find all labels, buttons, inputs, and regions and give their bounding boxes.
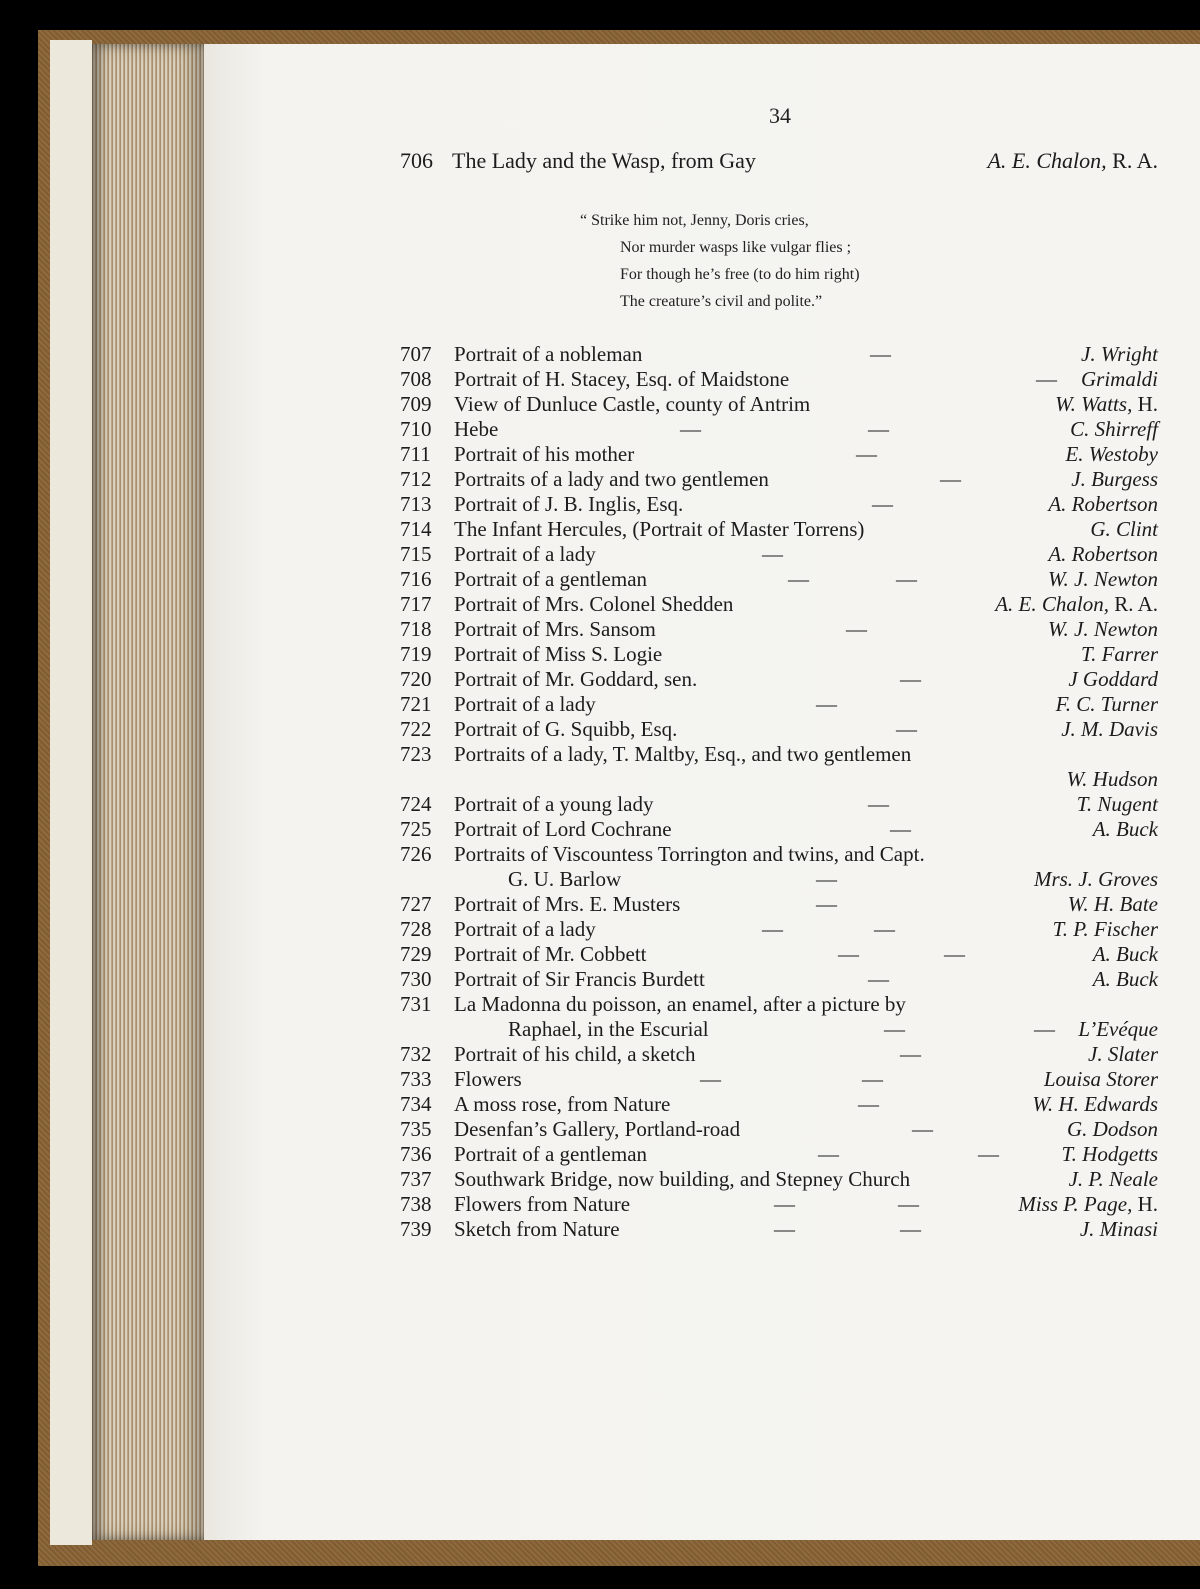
entry-number: 716 bbox=[400, 567, 432, 591]
artist-suffix: H. bbox=[1132, 1192, 1158, 1216]
entry-number: 731 bbox=[400, 992, 432, 1016]
leader-dash: — bbox=[856, 442, 877, 466]
catalogue-entry bbox=[400, 567, 1158, 592]
quote-line: For though he’s free (to do him right) bbox=[620, 266, 860, 283]
quote-line: “ Strike him not, Jenny, Doris cries, bbox=[580, 212, 809, 229]
entry-number: 713 bbox=[400, 492, 432, 516]
artist-name: A. Buck bbox=[1092, 967, 1158, 991]
catalogue-entry bbox=[400, 742, 1158, 767]
catalogue-entry bbox=[400, 148, 1158, 173]
entry-title: Portrait of Sir Francis Burdett bbox=[454, 967, 705, 991]
entry-title: Portrait of Mrs. Sansom bbox=[454, 617, 656, 641]
artist-name: G. Dodson bbox=[1066, 1117, 1158, 1141]
leader-dash: — bbox=[838, 942, 859, 966]
entry-title: Portrait of a lady bbox=[454, 692, 596, 716]
artist-suffix: R. A. bbox=[1106, 148, 1158, 173]
catalogue-entry bbox=[400, 492, 1158, 517]
artist-suffix: R. A. bbox=[1108, 592, 1158, 616]
leader-dash: — bbox=[818, 1142, 839, 1166]
catalogue-entry bbox=[400, 1167, 1158, 1192]
artist-name: J Goddard bbox=[1068, 667, 1158, 691]
quote-line: The creature’s civil and polite.” bbox=[620, 293, 823, 310]
entry-title-continued: Raphael, in the Escurial bbox=[508, 1017, 709, 1041]
entry-number: 723 bbox=[400, 742, 432, 766]
leader-dash: — bbox=[816, 892, 837, 916]
entry-title: Portrait of Lord Cochrane bbox=[454, 817, 672, 841]
entry-number: 710 bbox=[400, 417, 432, 441]
artist-name: Louisa Storer bbox=[1043, 1067, 1158, 1091]
entry-number: 728 bbox=[400, 917, 432, 941]
catalogue-entry bbox=[400, 667, 1158, 692]
entry-number: 725 bbox=[400, 817, 432, 841]
catalogue-entry bbox=[400, 992, 1158, 1017]
artist-name: F. C. Turner bbox=[1055, 692, 1158, 716]
artist-suffix: H. bbox=[1132, 392, 1158, 416]
artist-name: A. E. Chalon, R. A. bbox=[987, 148, 1158, 173]
leader-dash: — bbox=[890, 817, 911, 841]
entry-title: Portrait of Mrs. E. Musters bbox=[454, 892, 681, 916]
entry-number: 736 bbox=[400, 1142, 432, 1166]
leader-dash: — bbox=[762, 917, 783, 941]
entry-title: Portrait of his mother bbox=[454, 442, 635, 466]
catalogue-entry bbox=[400, 342, 1158, 367]
catalogue-entry bbox=[400, 642, 1158, 667]
catalogue-entry bbox=[400, 967, 1158, 992]
entry-title: Portrait of G. Squibb, Esq. bbox=[454, 717, 678, 741]
entry-number: 707 bbox=[400, 342, 432, 366]
artist-name: A. Robertson bbox=[1048, 542, 1158, 566]
entry-title: Portrait of J. B. Inglis, Esq. bbox=[454, 492, 684, 516]
artist-name: T. Hodgetts bbox=[1061, 1142, 1158, 1166]
leader-dash: — bbox=[896, 717, 917, 741]
artist-name: A. Robertson bbox=[1048, 492, 1158, 516]
leader-dash: — bbox=[846, 617, 867, 641]
quote-line: Nor murder wasps like vulgar flies ; bbox=[620, 239, 852, 256]
artist-name: W. J. Newton bbox=[1047, 617, 1158, 641]
entry-title: Flowers from Nature bbox=[454, 1192, 631, 1216]
leader-dash: — bbox=[900, 1042, 921, 1066]
entry-number: 714 bbox=[400, 517, 432, 541]
catalogue-entry bbox=[400, 367, 1158, 392]
entry-title: The Lady and the Wasp, from Gay bbox=[452, 148, 756, 173]
catalogue-entry bbox=[400, 792, 1158, 817]
artist-name: J. Minasi bbox=[1079, 1217, 1158, 1241]
entry-number: 729 bbox=[400, 942, 432, 966]
leader-dash: — bbox=[874, 917, 895, 941]
catalogue-entry bbox=[400, 717, 1158, 742]
artist-name: J. Burgess bbox=[1071, 467, 1158, 491]
artist-name: J. Slater bbox=[1088, 1042, 1158, 1066]
catalogue-entry bbox=[400, 692, 1158, 717]
catalogue-entry bbox=[400, 1092, 1158, 1117]
entry-number: 709 bbox=[400, 392, 432, 416]
artist-name: W. J. Newton bbox=[1047, 567, 1158, 591]
leader-dash: — bbox=[1036, 367, 1057, 391]
artist-name: C. Shirreff bbox=[1070, 417, 1158, 441]
leader-dash: — bbox=[872, 492, 893, 516]
leader-dash: — bbox=[774, 1217, 795, 1241]
entry-title: Portrait of Miss S. Logie bbox=[454, 642, 663, 666]
catalogue-entry bbox=[400, 542, 1158, 567]
entry-number: 739 bbox=[400, 1217, 432, 1241]
entry-title: View of Dunluce Castle, county of Antrim bbox=[454, 392, 811, 416]
entry-title: Portraits of a lady and two gentlemen bbox=[454, 467, 769, 491]
entry-title: Sketch from Nature bbox=[454, 1217, 620, 1241]
leader-dash: — bbox=[978, 1142, 999, 1166]
catalogue-entry bbox=[400, 392, 1158, 417]
catalogue-entry bbox=[400, 1217, 1158, 1242]
entry-number: 727 bbox=[400, 892, 432, 916]
catalogue-entry bbox=[400, 942, 1158, 967]
leader-dash: — bbox=[900, 667, 921, 691]
catalogue-entry bbox=[400, 1017, 1158, 1042]
entry-number: 720 bbox=[400, 667, 432, 691]
entry-number: 732 bbox=[400, 1042, 432, 1066]
entry-number: 730 bbox=[400, 967, 432, 991]
entry-number: 724 bbox=[400, 792, 432, 816]
entry-number: 706 bbox=[400, 148, 433, 173]
artist-name: Grimaldi bbox=[1080, 367, 1158, 391]
catalogue-entry bbox=[400, 467, 1158, 492]
entry-number: 726 bbox=[400, 842, 432, 866]
catalogue-entry bbox=[400, 892, 1158, 917]
entry-title: Portrait of a nobleman bbox=[454, 342, 643, 366]
entry-title: Hebe bbox=[454, 417, 499, 441]
entry-title: Portrait of a gentleman bbox=[454, 567, 648, 591]
leader-dash: — bbox=[912, 1117, 933, 1141]
entry-number: 717 bbox=[400, 592, 432, 616]
entry-number: 715 bbox=[400, 542, 432, 566]
leader-dash: — bbox=[700, 1067, 721, 1091]
catalogue-entry bbox=[400, 517, 1158, 542]
leader-dash: — bbox=[1034, 1017, 1055, 1041]
catalogue-entry bbox=[400, 1142, 1158, 1167]
entry-title: Portrait of a young lady bbox=[454, 792, 654, 816]
leader-dash: — bbox=[884, 1017, 905, 1041]
entry-title: Portraits of Viscountess Torrington and twins, and Capt. bbox=[454, 842, 925, 866]
catalogue-entry bbox=[400, 867, 1158, 892]
artist-name: A. Buck bbox=[1092, 942, 1158, 966]
catalogue-entry bbox=[400, 1117, 1158, 1142]
artist-name: J. M. Davis bbox=[1061, 717, 1158, 741]
artist-name: W. H. Edwards bbox=[1032, 1092, 1158, 1116]
entry-title: La Madonna du poisson, an enamel, after a picture by bbox=[454, 992, 906, 1016]
catalogue-entry bbox=[400, 1067, 1158, 1092]
leader-dash: — bbox=[816, 867, 837, 891]
catalogue-entry bbox=[400, 1192, 1158, 1217]
catalogue-entry bbox=[400, 842, 1158, 867]
entry-title: Portrait of Mr. Goddard, sen. bbox=[454, 667, 698, 691]
artist-name: T. P. Fischer bbox=[1052, 917, 1158, 941]
entry-title: Southwark Bridge, now building, and Stepney Church bbox=[454, 1167, 911, 1191]
page-number: 34 bbox=[769, 103, 791, 128]
entry-number: 738 bbox=[400, 1192, 432, 1216]
artist-name: G. Clint bbox=[1090, 517, 1158, 541]
entry-number: 722 bbox=[400, 717, 432, 741]
entry-title: Portraits of a lady, T. Maltby, Esq., and two gentlemen bbox=[454, 742, 912, 766]
artist-name: W. H. Bate bbox=[1067, 892, 1158, 916]
catalogue-entry bbox=[400, 917, 1158, 942]
entry-number: 721 bbox=[400, 692, 432, 716]
artist-name: Miss P. Page, H. bbox=[1018, 1192, 1158, 1216]
catalogue-entry bbox=[400, 442, 1158, 467]
artist-name: E. Westoby bbox=[1065, 442, 1158, 466]
entry-title: Portrait of H. Stacey, Esq. of Maidstone bbox=[454, 367, 790, 391]
entry-title: The Infant Hercules, (Portrait of Master Torrens) bbox=[454, 517, 865, 541]
catalogue-entry bbox=[400, 817, 1158, 842]
entry-title: A moss rose, from Nature bbox=[454, 1092, 671, 1116]
artist-name: A. Buck bbox=[1092, 817, 1158, 841]
leader-dash: — bbox=[788, 567, 809, 591]
entry-number: 712 bbox=[400, 467, 432, 491]
entry-title: Portrait of Mrs. Colonel Shedden bbox=[454, 592, 734, 616]
entry-number: 733 bbox=[400, 1067, 432, 1091]
entry-number: 737 bbox=[400, 1167, 432, 1191]
entry-number: 734 bbox=[400, 1092, 432, 1116]
entry-title: Desenfan’s Gallery, Portland-road bbox=[454, 1117, 741, 1141]
entry-title: Portrait of a lady bbox=[454, 917, 596, 941]
leader-dash: — bbox=[896, 567, 917, 591]
entry-title: Flowers bbox=[454, 1067, 522, 1091]
artist-name: J. Wright bbox=[1081, 342, 1158, 366]
artist-name: A. E. Chalon, R. A. bbox=[995, 592, 1158, 616]
entry-title: Portrait of his child, a sketch bbox=[454, 1042, 696, 1066]
artist-name: T. Nugent bbox=[1076, 792, 1158, 816]
entry-title-continued: G. U. Barlow bbox=[508, 867, 622, 891]
leader-dash: — bbox=[680, 417, 701, 441]
flyleaf bbox=[50, 40, 92, 1545]
leader-dash: — bbox=[868, 417, 889, 441]
entry-title: Portrait of Mr. Cobbett bbox=[454, 942, 647, 966]
entry-title: Portrait of a gentleman bbox=[454, 1142, 648, 1166]
leader-dash: — bbox=[762, 542, 783, 566]
artist-name: W. Hudson bbox=[1066, 767, 1158, 791]
catalogue-entry bbox=[400, 617, 1158, 642]
leader-dash: — bbox=[944, 942, 965, 966]
entry-number: 719 bbox=[400, 642, 432, 666]
catalogue-entry bbox=[400, 1042, 1158, 1067]
artist-name: J. P. Neale bbox=[1068, 1167, 1158, 1191]
leader-dash: — bbox=[816, 692, 837, 716]
leader-dash: — bbox=[898, 1192, 919, 1216]
artist-name: Mrs. J. Groves bbox=[1033, 867, 1158, 891]
leader-dash: — bbox=[862, 1067, 883, 1091]
leader-dash: — bbox=[868, 792, 889, 816]
entry-title: Portrait of a lady bbox=[454, 542, 596, 566]
entry-number: 735 bbox=[400, 1117, 432, 1141]
page-edges bbox=[92, 44, 204, 1540]
leader-dash: — bbox=[870, 342, 891, 366]
entry-number: 711 bbox=[400, 442, 431, 466]
catalogue-entry bbox=[400, 592, 1158, 617]
catalogue-entry bbox=[400, 767, 1158, 792]
leader-dash: — bbox=[868, 967, 889, 991]
catalogue-entry bbox=[400, 417, 1158, 442]
leader-dash: — bbox=[940, 467, 961, 491]
leader-dash: — bbox=[858, 1092, 879, 1116]
entry-number: 708 bbox=[400, 367, 432, 391]
leader-dash: — bbox=[900, 1217, 921, 1241]
artist-name: W. Watts, H. bbox=[1055, 392, 1158, 416]
leader-dash: — bbox=[774, 1192, 795, 1216]
entry-number: 718 bbox=[400, 617, 432, 641]
artist-name: T. Farrer bbox=[1080, 642, 1158, 666]
artist-name: L’Evéque bbox=[1078, 1017, 1158, 1041]
